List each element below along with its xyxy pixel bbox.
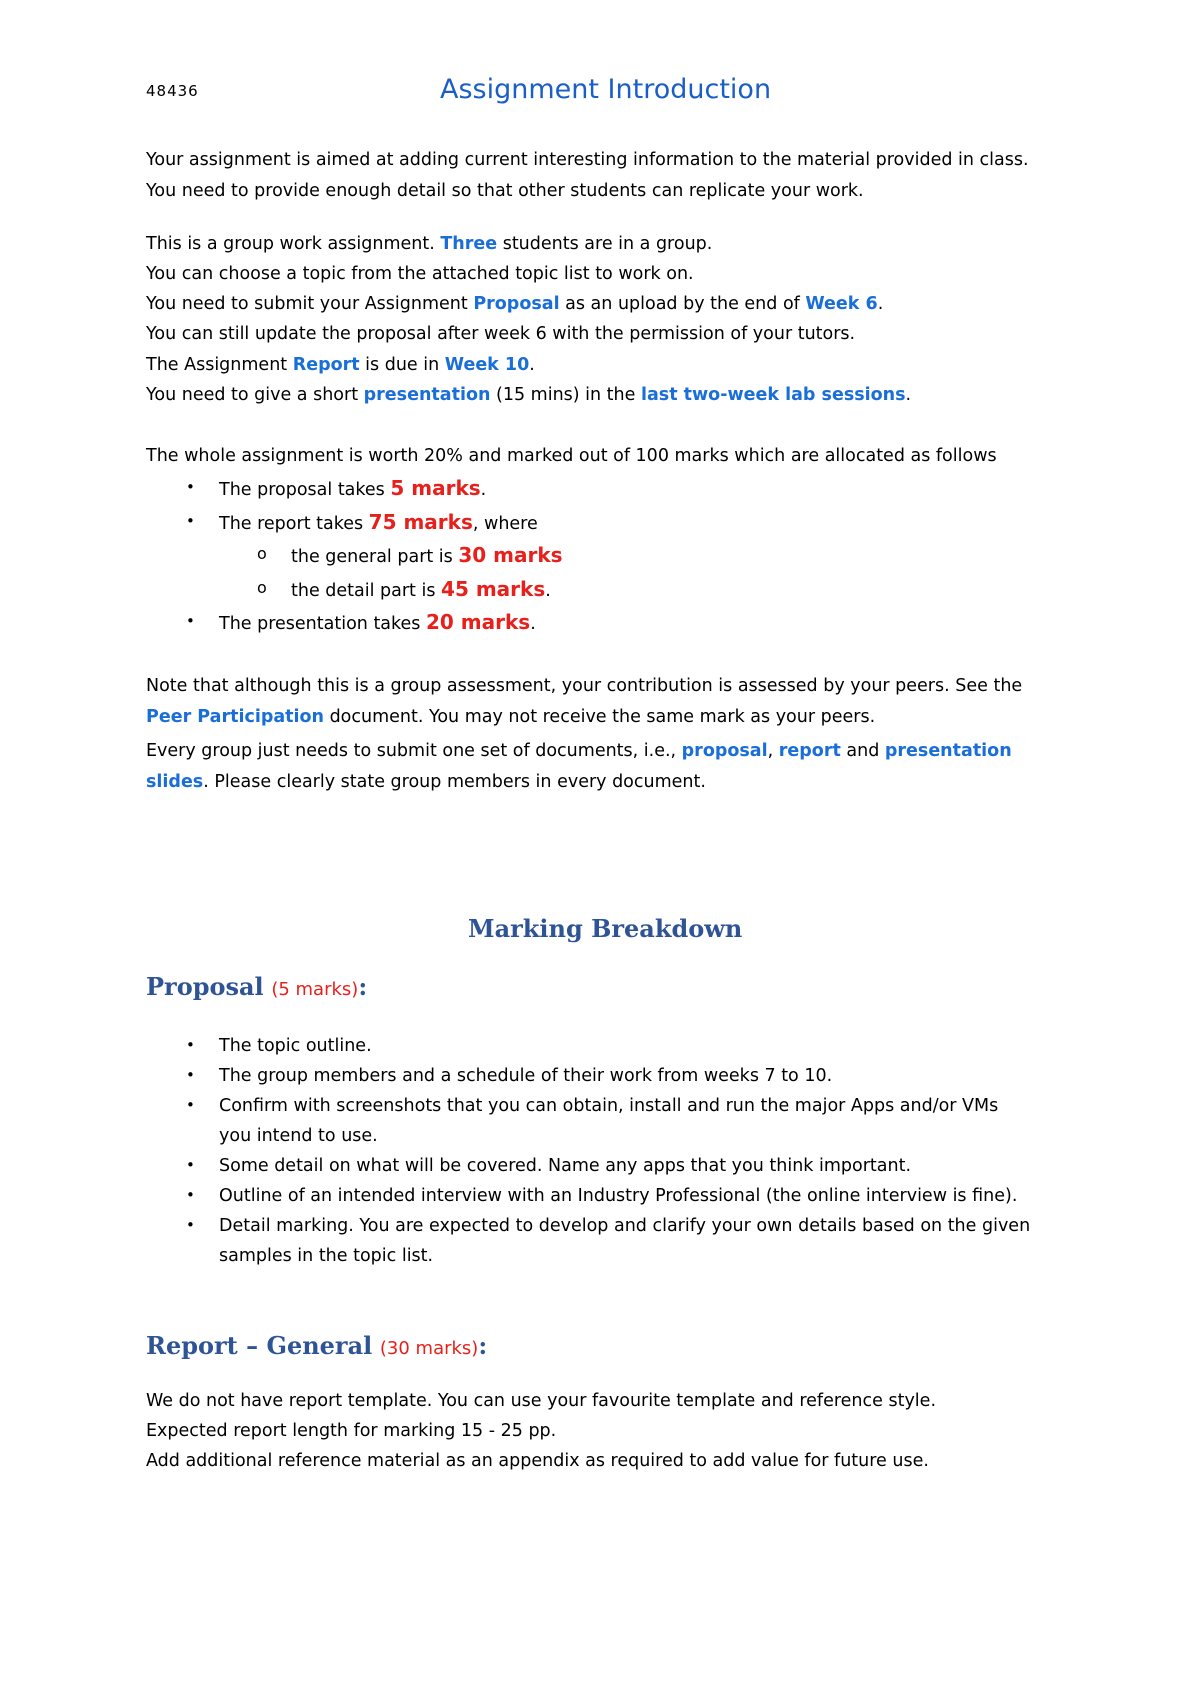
proposal-item: Detail marking. You are expected to develop and clarify your own details based on the given <box>219 1216 1031 1236</box>
note-line-3 <box>146 736 1012 766</box>
highlight-proposal: Proposal <box>473 294 560 314</box>
bullet-icon: • <box>186 1156 195 1174</box>
text-span: . <box>905 385 912 405</box>
highlight-report: report <box>778 741 841 761</box>
highlight-week-6: Week 6 <box>805 294 878 314</box>
marks-report <box>219 507 538 539</box>
section-title: Marking Breakdown <box>468 914 743 943</box>
marks-general-part <box>291 540 563 572</box>
text-span: (15 mins) in the <box>490 385 641 405</box>
text-span: The presentation takes <box>219 614 426 634</box>
marks-proposal <box>219 473 486 505</box>
bullet-icon: • <box>186 1216 195 1234</box>
marks-value: 75 marks <box>368 510 473 534</box>
marks-value: 45 marks <box>441 577 546 601</box>
bullet-icon: • <box>186 1036 195 1054</box>
heading-text: Report – General <box>146 1331 373 1360</box>
bullet-icon: • <box>186 1186 195 1204</box>
group-line-5 <box>146 350 535 380</box>
text-span: document. You may not receive the same mark as your peers. <box>324 707 876 727</box>
text-span: students are in a group. <box>497 234 713 254</box>
highlight-presentation: presentation <box>363 385 491 405</box>
sub-bullet-icon: o <box>257 544 267 563</box>
highlight-three: Three <box>440 234 498 254</box>
intro-line-1: Your assignment is aimed at adding current interesting information to the material provided in class. <box>146 150 1029 170</box>
text-span: . <box>545 581 551 601</box>
intro-line-2: You need to provide enough detail so that other students can replicate your work. <box>146 181 864 201</box>
text-span: the detail part is <box>291 581 442 601</box>
text-span: Every group just needs to submit one set of documents, i.e., <box>146 741 682 761</box>
group-line-2: You can choose a topic from the attached topic list to work on. <box>146 264 694 284</box>
proposal-heading <box>146 972 367 1001</box>
report-general-heading <box>146 1331 487 1360</box>
highlight-lab-sessions: last two-week lab sessions <box>640 385 906 405</box>
heading-colon: : <box>478 1331 488 1360</box>
text-span: . <box>529 355 535 375</box>
report-line-1: We do not have report template. You can use your favourite template and reference style. <box>146 1391 937 1411</box>
marks-intro: The whole assignment is worth 20% and marked out of 100 marks which are allocated as follows <box>146 446 997 466</box>
highlight-week-10: Week 10 <box>444 355 530 375</box>
proposal-item: Outline of an intended interview with an Industry Professional (the online interview is fine). <box>219 1186 1018 1206</box>
text-span: . <box>480 480 487 500</box>
heading-marks: (5 marks) <box>271 979 359 1000</box>
page-title: Assignment Introduction <box>440 74 772 105</box>
highlight-slides: slides <box>146 772 204 792</box>
marks-presentation <box>219 607 536 639</box>
proposal-item: The group members and a schedule of their work from weeks 7 to 10. <box>219 1066 833 1086</box>
text-span: and <box>840 741 885 761</box>
highlight-peer-participation: Peer Participation <box>146 707 324 727</box>
bullet-icon: • <box>186 612 195 630</box>
highlight-report: Report <box>292 355 360 375</box>
report-line-3: Add additional reference material as an appendix as required to add value for future use. <box>146 1451 929 1471</box>
note-line-2 <box>146 702 875 732</box>
text-span: The report takes <box>219 514 369 534</box>
marks-value: 5 marks <box>390 476 481 500</box>
highlight-proposal: proposal <box>681 741 768 761</box>
highlight-presentation: presentation <box>884 741 1012 761</box>
marks-value: 20 marks <box>425 610 531 634</box>
heading-colon: : <box>358 972 368 1001</box>
marks-value: 30 marks <box>458 543 563 567</box>
heading-marks: (30 marks) <box>379 1338 479 1359</box>
proposal-item: Some detail on what will be covered. Name any apps that you think important. <box>219 1156 912 1176</box>
sub-bullet-icon: o <box>257 578 267 597</box>
note-line-4 <box>146 767 706 797</box>
group-line-3 <box>146 289 883 319</box>
bullet-icon: • <box>186 1066 195 1084</box>
marks-detail-part <box>291 574 551 606</box>
course-code: 48436 <box>146 82 199 100</box>
text-span: . Please clearly state group members in every document. <box>203 772 706 792</box>
group-line-1 <box>146 229 712 259</box>
text-span: . <box>530 614 536 634</box>
group-line-4: You can still update the proposal after week 6 with the permission of your tutors. <box>146 324 856 344</box>
bullet-icon: • <box>186 1096 195 1114</box>
text-span: You need to submit your Assignment <box>146 294 474 314</box>
group-line-6 <box>146 380 911 410</box>
heading-text: Proposal <box>146 972 264 1001</box>
text-span: The Assignment <box>146 355 293 375</box>
report-line-2: Expected report length for marking 15 - 25 pp. <box>146 1421 557 1441</box>
text-span: , <box>767 741 779 761</box>
text-span: is due in <box>359 355 445 375</box>
text-span: . <box>877 294 884 314</box>
note-line-1: Note that although this is a group assessment, your contribution is assessed by your peers. See the <box>146 676 1023 696</box>
proposal-item-continued: samples in the topic list. <box>219 1246 434 1266</box>
text-span: This is a group work assignment. <box>146 234 441 254</box>
proposal-item-continued: you intend to use. <box>219 1126 378 1146</box>
text-span: The proposal takes <box>219 480 391 500</box>
text-span: the general part is <box>291 547 459 567</box>
bullet-icon: • <box>186 512 195 530</box>
proposal-item: Confirm with screenshots that you can obtain, install and run the major Apps and/or VMs <box>219 1096 999 1116</box>
text-span: as an upload by the end of <box>559 294 806 314</box>
proposal-item: The topic outline. <box>219 1036 372 1056</box>
bullet-icon: • <box>186 478 195 496</box>
text-span: You need to give a short <box>146 385 364 405</box>
text-span: , where <box>472 514 538 534</box>
